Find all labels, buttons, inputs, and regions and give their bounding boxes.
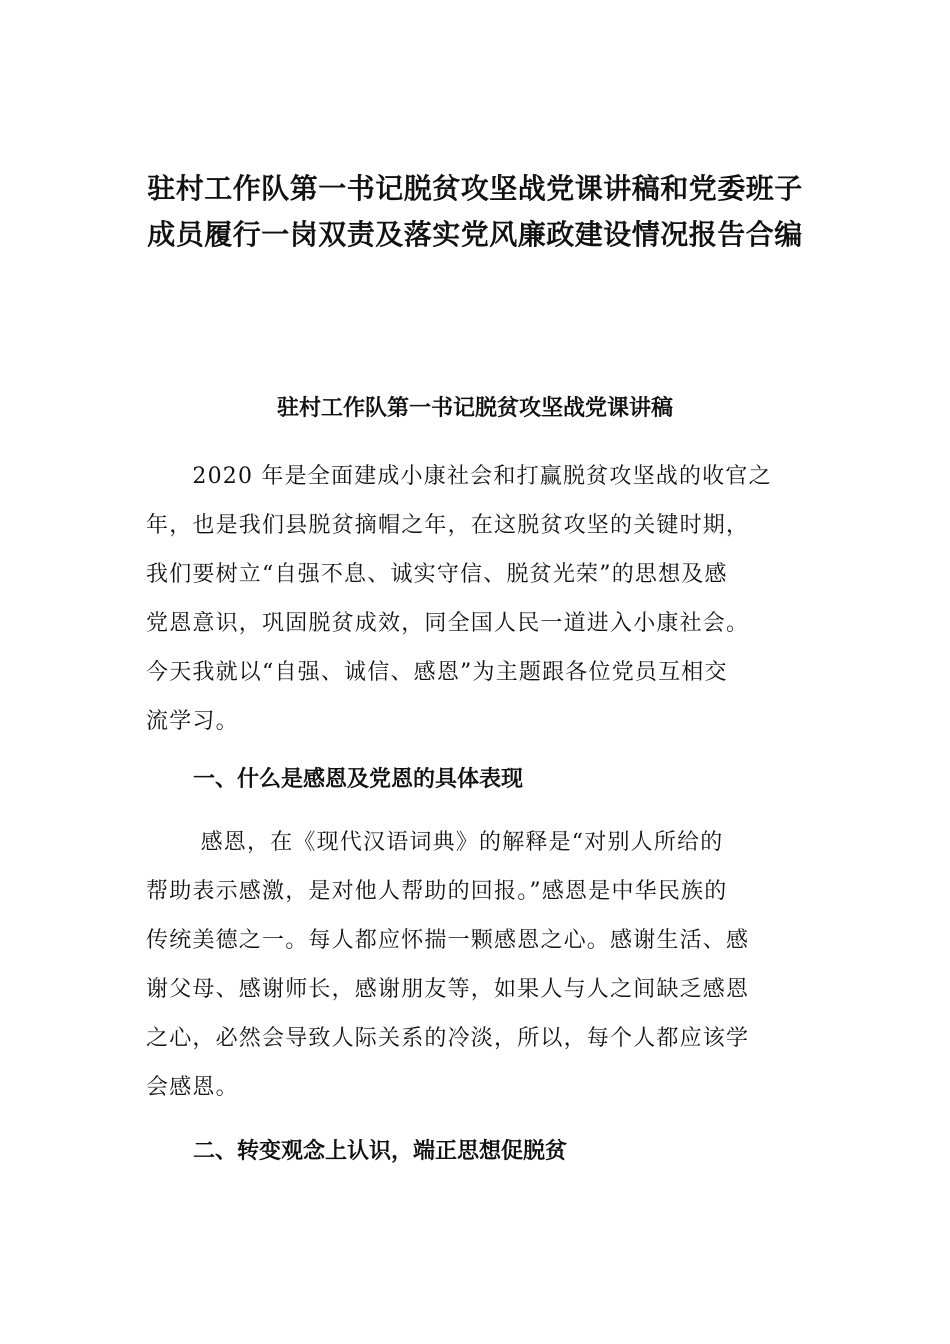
paragraph-line: 今天我就以“自强、诚信、感恩”为主题跟各位党员互相交 bbox=[146, 660, 728, 685]
paragraph-line: 年，也是我们县脱贫摘帽之年，在这脱贫攻坚的关键时期， bbox=[146, 513, 750, 538]
paragraph-line: 感恩，在《现代汉语词典》的解释是“对别人所给的 bbox=[146, 830, 724, 855]
paragraph-line: 帮助表示感激，是对他人帮助的回报。”感恩是中华民族的 bbox=[146, 879, 728, 904]
paragraph-line: 传统美德之一。每人都应怀揣一颗感恩之心。感谢生活、感 bbox=[146, 928, 750, 953]
section-title: 驻村工作队第一书记脱贫攻坚战党课讲稿 bbox=[276, 396, 673, 421]
main-title-line: 成员履行一岗双责及落实党风廉政建设情况报告合编 bbox=[147, 218, 803, 251]
paragraph-line: 党恩意识，巩固脱贫成效，同全国人民一道进入小康社会。 bbox=[146, 611, 750, 636]
paragraph-line: 会感恩。 bbox=[146, 1075, 239, 1100]
paragraph-line: 之心，必然会导致人际关系的冷淡，所以，每个人都应该学 bbox=[146, 1026, 750, 1051]
section-heading-1: 一、什么是感恩及党恩的具体表现 bbox=[193, 767, 524, 792]
paragraph-line: 我们要树立“自强不息、诚实守信、脱贫光荣”的思想及感 bbox=[146, 562, 728, 587]
main-title-line: 驻村工作队第一书记脱贫攻坚战党课讲稿和党委班子 bbox=[147, 172, 803, 205]
section-heading-2: 二、转变观念上认识，端正思想促脱贫 bbox=[193, 1139, 568, 1164]
paragraph-line: 谢父母、感谢师长，感谢朋友等，如果人与人之间缺乏感恩 bbox=[146, 977, 750, 1002]
main-title bbox=[0, 166, 950, 258]
gratitude-paragraph bbox=[146, 818, 806, 1112]
paragraph-line: 2020 年是全面建成小康社会和打赢脱贫攻坚战的收官之 bbox=[146, 464, 772, 489]
intro-paragraph bbox=[146, 452, 806, 746]
paragraph-line: 流学习。 bbox=[146, 709, 239, 734]
